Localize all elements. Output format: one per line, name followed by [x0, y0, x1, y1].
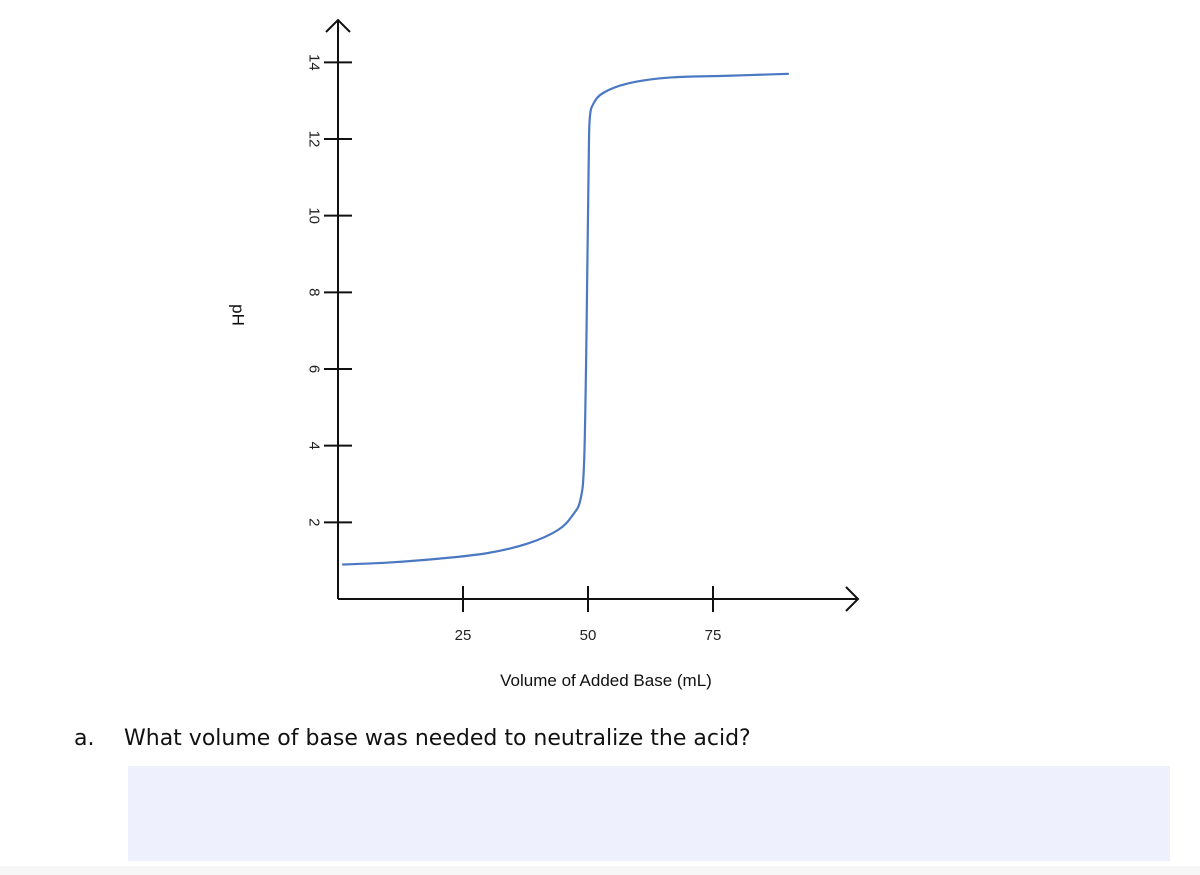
x-tick-label: 75 [704, 627, 722, 644]
question-marker: a. [74, 726, 95, 751]
bottom-strip [0, 866, 1200, 875]
y-tick-label: 10 [305, 207, 323, 225]
question-text: What volume of base was needed to neutralize the acid? [124, 726, 751, 751]
chart-series [343, 74, 788, 565]
y-tick-label: 14 [305, 53, 323, 71]
answer-input-area[interactable] [128, 766, 1170, 861]
y-tick-label: 8 [305, 288, 323, 297]
chart-ticks [306, 54, 722, 644]
x-axis-label: Volume of Added Base (mL) [500, 671, 712, 690]
y-tick-label: 4 [305, 441, 323, 450]
titration-curve [343, 74, 788, 565]
y-tick-label: 2 [305, 518, 323, 527]
y-tick-label: 12 [305, 130, 323, 148]
x-tick-label: 50 [579, 627, 597, 644]
question-a [74, 726, 751, 751]
x-tick-label: 25 [454, 627, 472, 644]
y-tick-label: 6 [305, 364, 323, 374]
y-axis-label: pH [228, 304, 248, 326]
